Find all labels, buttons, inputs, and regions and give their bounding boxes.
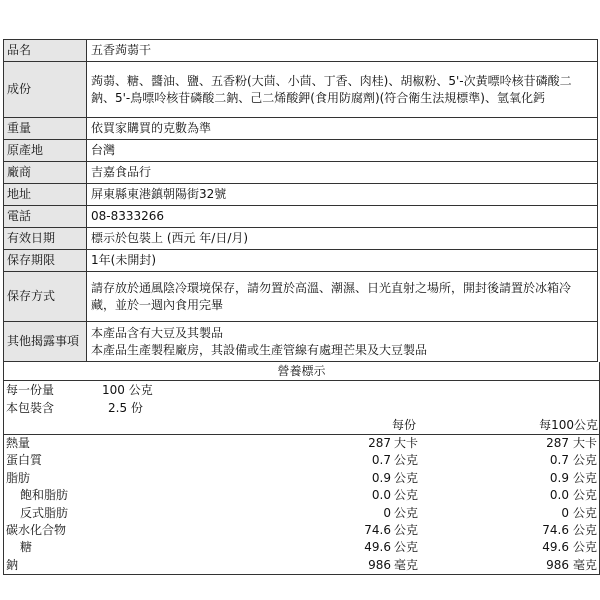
info-row	[4, 250, 598, 272]
nutrient-name: 鈉	[6, 557, 19, 572]
info-row	[4, 118, 598, 140]
product-info-body	[4, 40, 598, 362]
per-serving-unit: 毫克	[394, 557, 419, 572]
info-row-value: 請存放於通風陰冷環境保存，請勿置於高溫、潮濕、日光直射之場所，開封後請置於冰箱冷藏，並於一週內食用完畢	[87, 272, 598, 322]
info-row	[4, 162, 598, 184]
info-row-value: 08-8333266	[87, 206, 598, 228]
info-row-label: 重量	[4, 118, 87, 140]
serving-size-row	[4, 381, 599, 399]
product-info-table	[3, 39, 598, 362]
per-100g-unit: 公克	[572, 540, 597, 555]
product-label-sheet	[3, 39, 598, 575]
nutrient-name: 蛋白質	[6, 453, 43, 468]
info-row	[4, 228, 598, 250]
info-row-label: 廠商	[4, 162, 87, 184]
per-serving-unit: 公克	[394, 470, 419, 485]
nutrition-title: 營養標示	[4, 362, 599, 381]
nutrition-facts-panel	[3, 362, 600, 575]
per-serving-amount: 0.0	[371, 488, 391, 503]
per-serving-unit: 公克	[394, 505, 419, 520]
nutrition-row	[4, 522, 599, 539]
per-serving-amount: 0.7	[371, 453, 391, 468]
nutrition-row	[4, 487, 599, 504]
info-row-label: 有效日期	[4, 228, 87, 250]
nutrient-name: 糖	[20, 540, 33, 555]
per-100g-unit: 毫克	[572, 557, 597, 572]
servings-label: 本包裝含	[6, 401, 55, 415]
per-100g-amount: 49.6	[542, 540, 569, 555]
per-serving-unit: 公克	[394, 522, 419, 537]
info-row	[4, 140, 598, 162]
per-100g-amount: 0.0	[549, 488, 569, 503]
info-row	[4, 40, 598, 62]
serving-size-value: 100 公克	[102, 383, 153, 397]
serving-size-label: 每一份量	[6, 383, 55, 397]
per-serving-amount: 986	[368, 557, 391, 572]
per-serving-amount: 74.6	[364, 522, 391, 537]
info-row-label: 地址	[4, 184, 87, 206]
info-row-value: 屏東縣東港鎮朝陽街32號	[87, 184, 598, 206]
nutrition-row	[4, 452, 599, 469]
nutrition-row	[4, 435, 599, 452]
info-row-label: 電話	[4, 206, 87, 228]
info-row-value: 蒟蒻、糖、醬油、鹽、五香粉(大茴、小茴、丁香、肉桂)、胡椒粉、5'-次黃嘌呤核苷磷酸二鈉、5'-鳥嘌呤核苷磷酸二鈉、己二烯酸鉀(食用防腐劑)(符合衛生法規標準)、氫氧化鈣	[87, 62, 598, 118]
nutrient-name: 反式脂肪	[20, 505, 69, 520]
info-row-value: 1年(未開封)	[87, 250, 598, 272]
info-row-label: 其他揭露事項	[4, 322, 87, 362]
info-row-value: 吉嘉食品行	[87, 162, 598, 184]
info-row-label: 品名	[4, 40, 87, 62]
info-row-value: 五香蒟蒻干	[87, 40, 598, 62]
per-100g-amount: 0.9	[549, 470, 569, 485]
per-serving-amount: 0	[383, 505, 391, 520]
info-row	[4, 272, 598, 322]
info-row-value: 標示於包裝上 (西元 年/日/月)	[87, 228, 598, 250]
info-row	[4, 322, 598, 362]
per-100g-amount: 986	[546, 557, 569, 572]
info-row-label: 成份	[4, 62, 87, 118]
servings-value: 2.5 份	[108, 401, 143, 415]
info-row-label: 保存期限	[4, 250, 87, 272]
per-100g-unit: 大卡	[572, 436, 597, 450]
per-serving-unit: 大卡	[394, 436, 419, 450]
per-serving-unit: 公克	[394, 453, 419, 468]
per-serving-amount: 49.6	[364, 540, 391, 555]
nutrition-rows	[4, 435, 599, 574]
per-100g-unit: 公克	[572, 453, 597, 468]
info-row	[4, 62, 598, 118]
per-serving-unit: 公克	[394, 540, 419, 555]
nutrition-row	[4, 505, 599, 522]
per-100g-unit: 公克	[572, 505, 597, 520]
nutrition-row	[4, 557, 599, 574]
info-row	[4, 184, 598, 206]
nutrient-name: 碳水化合物	[6, 522, 67, 537]
info-row-value: 本產品含有大豆及其製品 本產品生產製程廠房，其設備或生產管線有處理芒果及大豆製品	[87, 322, 598, 362]
info-row-label: 保存方式	[4, 272, 87, 322]
per-serving-unit: 公克	[394, 488, 419, 503]
info-row	[4, 206, 598, 228]
servings-per-package-row	[4, 399, 599, 417]
nutrient-name: 脂肪	[6, 470, 31, 485]
per-100g-unit: 公克	[572, 522, 597, 537]
nutrient-name: 熱量	[6, 436, 31, 450]
info-row-label: 原產地	[4, 140, 87, 162]
per-serving-amount: 0.9	[371, 470, 391, 485]
nutrition-row	[4, 539, 599, 556]
per-100g-header: 每100公克	[539, 418, 598, 432]
per-100g-unit: 公克	[572, 488, 597, 503]
info-row-value: 依買家購買的克數為準	[87, 118, 598, 140]
per-100g-unit: 公克	[572, 470, 597, 485]
per-100g-amount: 0.7	[549, 453, 569, 468]
nutrition-row	[4, 470, 599, 487]
per-100g-amount: 0	[561, 505, 569, 520]
nutrient-name: 飽和脂肪	[20, 488, 69, 503]
per-100g-amount: 287	[546, 436, 569, 450]
per-100g-amount: 74.6	[542, 522, 569, 537]
info-row-value: 台灣	[87, 140, 598, 162]
per-serving-header: 每份	[391, 418, 416, 432]
per-serving-amount: 287	[368, 436, 391, 450]
nutrition-column-header	[4, 417, 599, 435]
